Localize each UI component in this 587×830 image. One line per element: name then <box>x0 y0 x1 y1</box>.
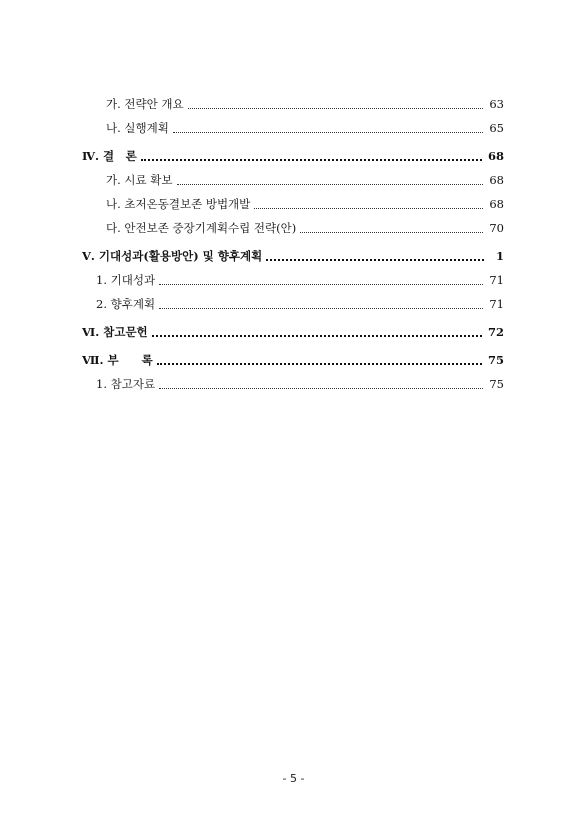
toc-chapter-label: Ⅳ. 결 론 <box>82 149 137 163</box>
toc-leader-dots <box>300 232 483 233</box>
toc-leader-dots <box>254 208 483 209</box>
toc-chapter-page: 1 <box>495 249 504 263</box>
table-of-contents <box>82 92 504 396</box>
toc-leader-dots <box>152 335 482 337</box>
toc-leader-dots <box>159 284 483 285</box>
toc-entry[interactable] <box>82 292 504 316</box>
toc-chapter-label: Ⅵ. 참고문헌 <box>82 325 148 339</box>
toc-entry-label: 가. 시료 확보 <box>106 173 173 187</box>
toc-entry-page: 68 <box>489 197 504 211</box>
toc-entry-label: 나. 실행계획 <box>106 121 169 135</box>
toc-entry-page: 71 <box>489 297 504 311</box>
toc-entry[interactable] <box>82 268 504 292</box>
toc-leader-dots <box>173 132 484 133</box>
toc-entry[interactable] <box>82 92 504 116</box>
toc-leader-dots <box>159 308 483 309</box>
toc-entry-page: 65 <box>489 121 504 135</box>
toc-entry[interactable] <box>82 216 504 240</box>
toc-entry-label: 나. 초저온동결보존 방법개발 <box>106 197 251 211</box>
toc-chapter-page: 75 <box>487 353 504 367</box>
toc-entry-label: 1. 참고자료 <box>96 377 156 391</box>
toc-leader-dots <box>188 108 484 109</box>
toc-leader-dots <box>266 259 484 261</box>
toc-entry[interactable] <box>82 168 504 192</box>
toc-entry-page: 68 <box>489 173 504 187</box>
toc-leader-dots <box>177 184 484 185</box>
toc-chapter-label: Ⅴ. 기대성과(활용방안) 및 향후계획 <box>82 249 263 263</box>
toc-entry-page: 75 <box>489 377 504 391</box>
toc-chapter-entry[interactable] <box>82 348 504 372</box>
toc-entry-label: 1. 기대성과 <box>96 273 156 287</box>
toc-chapter-entry[interactable] <box>82 320 504 344</box>
toc-leader-dots <box>157 363 482 365</box>
page-number: - 5 - <box>282 772 305 785</box>
toc-entry[interactable] <box>82 192 504 216</box>
toc-entry[interactable] <box>82 116 504 140</box>
toc-entry-label: 다. 안전보존 중장기계획수립 전략(안) <box>106 221 297 235</box>
toc-entry-label: 2. 향후계획 <box>96 297 156 311</box>
toc-entry-page: 63 <box>489 97 504 111</box>
toc-chapter-page: 72 <box>487 325 504 339</box>
toc-chapter-label: Ⅶ. 부 록 <box>82 353 153 367</box>
toc-chapter-entry[interactable] <box>82 244 504 268</box>
toc-leader-dots <box>159 388 483 389</box>
toc-leader-dots <box>141 159 482 161</box>
toc-entry-page: 71 <box>489 273 504 287</box>
toc-entry[interactable] <box>82 372 504 396</box>
toc-chapter-entry[interactable] <box>82 144 504 168</box>
toc-entry-label: 가. 전략안 개요 <box>106 97 184 111</box>
toc-entry-page: 70 <box>489 221 504 235</box>
toc-chapter-page: 68 <box>487 149 504 163</box>
